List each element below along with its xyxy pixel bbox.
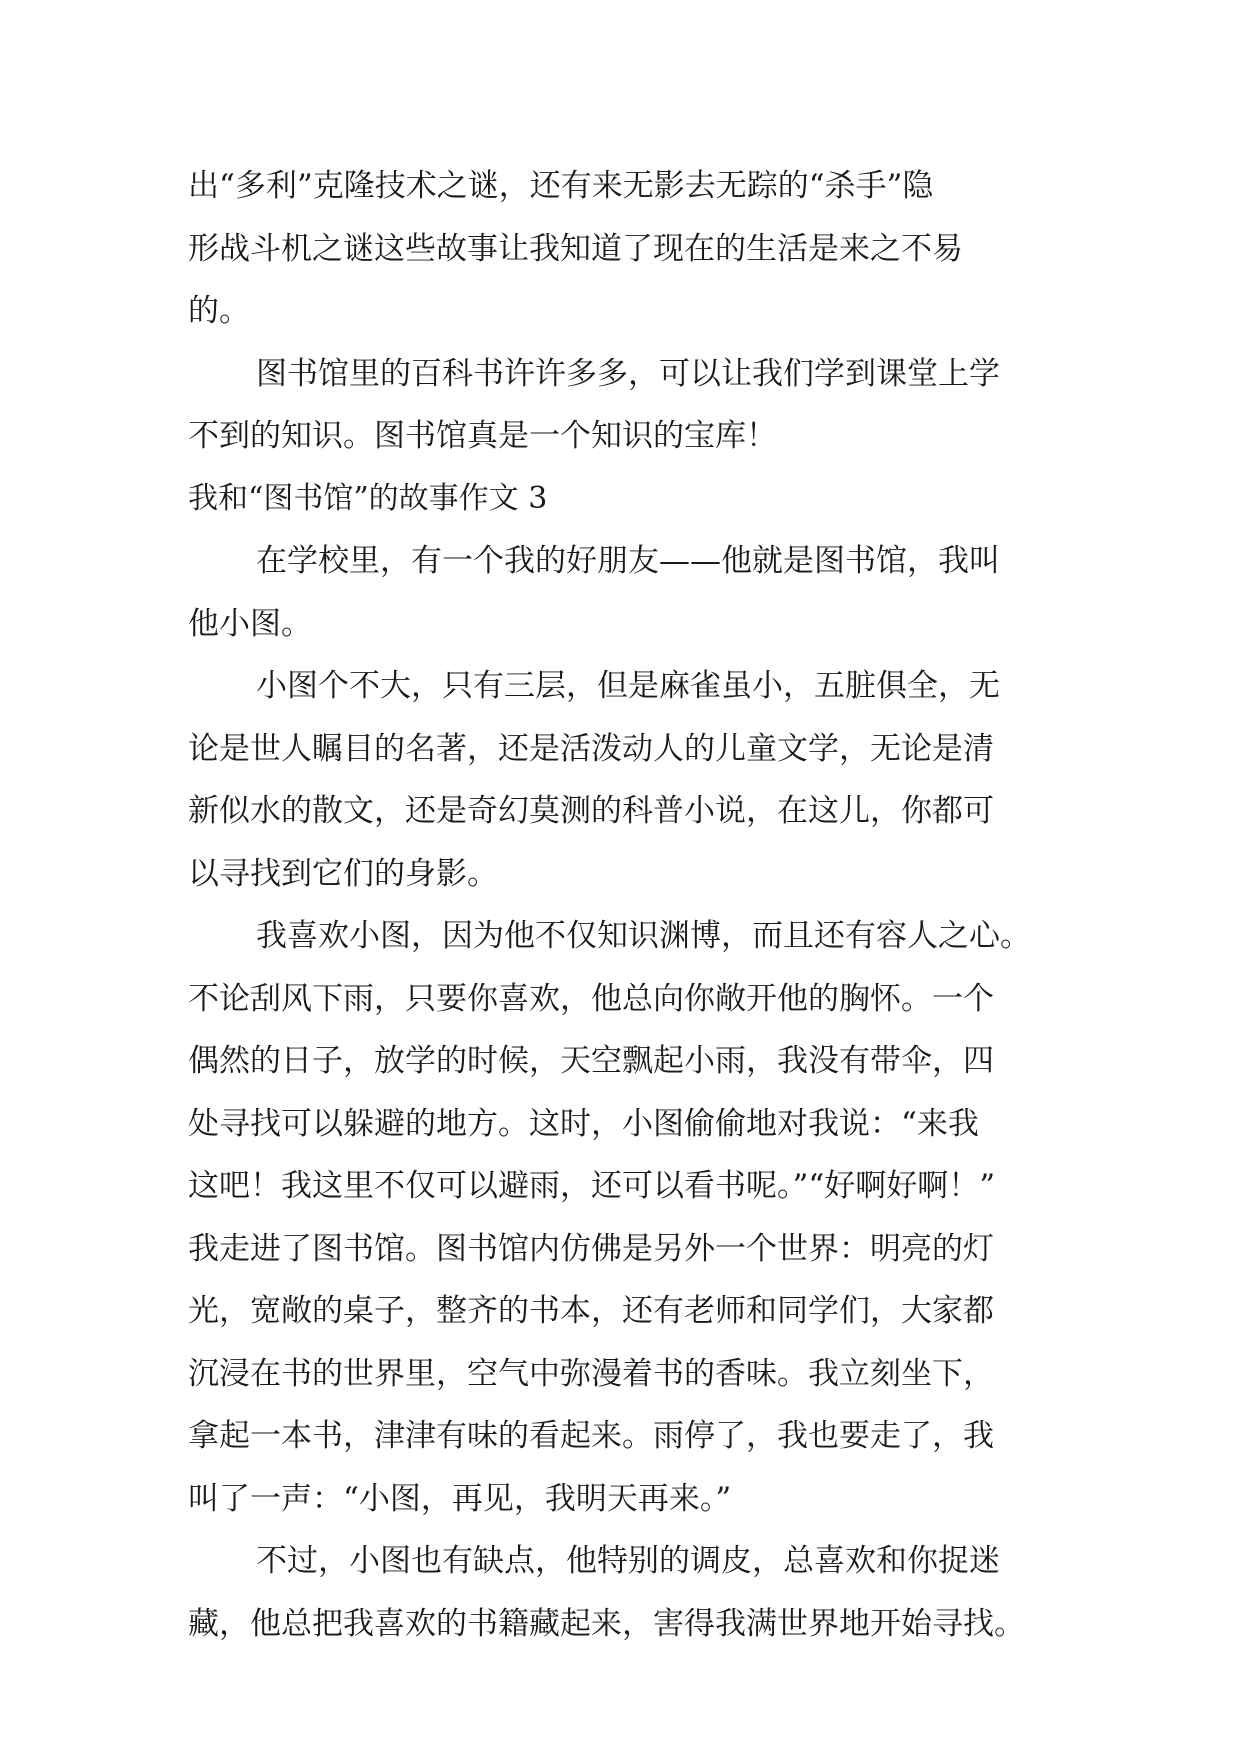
text-line: 叫了一声：“小图，再见，我明天再来。” [188, 1480, 732, 1517]
text-line: 不到的知识。图书馆真是一个知识的宝库！ [188, 418, 777, 454]
text-line: 图书馆里的百科书许许多多，可以让我们学到课堂上学 [256, 355, 1000, 392]
section-heading [188, 468, 1048, 531]
text-line: 偶然的日子，放学的时候，天空飘起小雨，我没有带伞，四 [188, 1043, 994, 1079]
text-line: 这吧！我这里不仅可以避雨，还可以看书呢。”“好啊好啊！” [188, 1168, 996, 1204]
text-line: 藏，他总把我喜欢的书籍藏起来，害得我满世界地开始寻找。 [188, 1605, 1025, 1642]
text-line: 拿起一本书，津津有味的看起来。雨停了，我也要走了，我 [188, 1418, 994, 1454]
text-line: 沉浸在书的世界里，空气中弥漫着书的香味。我立刻坐下， [188, 1355, 994, 1392]
text-line: 出“多利”克隆技术之谜，还有来无影去无踪的“杀手”隐 [188, 168, 934, 204]
text-line: 处寻找可以躲避的地方。这时，小图偷偷地对我说：“来我 [188, 1105, 979, 1142]
text-line: 不过，小图也有缺点，他特别的调皮，总喜欢和你捉迷 [256, 1543, 1000, 1579]
heading-text: 我和“图书馆”的故事作文 3 [188, 480, 548, 516]
text-line: 以寻找到它们的身影。 [188, 855, 498, 892]
paragraph [188, 1530, 1048, 1655]
paragraph [188, 530, 1048, 655]
paragraph [188, 905, 1048, 1530]
text-line: 论是世人瞩目的名著，还是活泼动人的儿童文学，无论是清 [188, 730, 994, 767]
paragraph [188, 155, 1048, 343]
text-line: 我喜欢小图，因为他不仅知识渊博，而且还有容人之心。 [256, 918, 1031, 954]
text-line: 小图个不大，只有三层，但是麻雀虽小，五脏俱全，无 [256, 668, 1000, 704]
document-body [188, 155, 1048, 1655]
text-line: 在学校里，有一个我的好朋友——他就是图书馆，我叫 [256, 543, 1000, 579]
text-line: 新似水的散文，还是奇幻莫测的科普小说，在这儿，你都可 [188, 793, 994, 829]
text-line: 的。 [188, 293, 250, 329]
paragraph [188, 343, 1048, 468]
text-line: 光，宽敞的桌子，整齐的书本，还有老师和同学们，大家都 [188, 1293, 994, 1329]
text-line: 不论刮风下雨，只要你喜欢，他总向你敞开他的胸怀。一个 [188, 980, 994, 1017]
text-line: 形战斗机之谜这些故事让我知道了现在的生活是来之不易 [188, 230, 963, 267]
paragraph [188, 655, 1048, 905]
text-line: 他小图。 [188, 605, 312, 642]
text-line: 我走进了图书馆。图书馆内仿佛是另外一个世界：明亮的灯 [188, 1230, 994, 1267]
